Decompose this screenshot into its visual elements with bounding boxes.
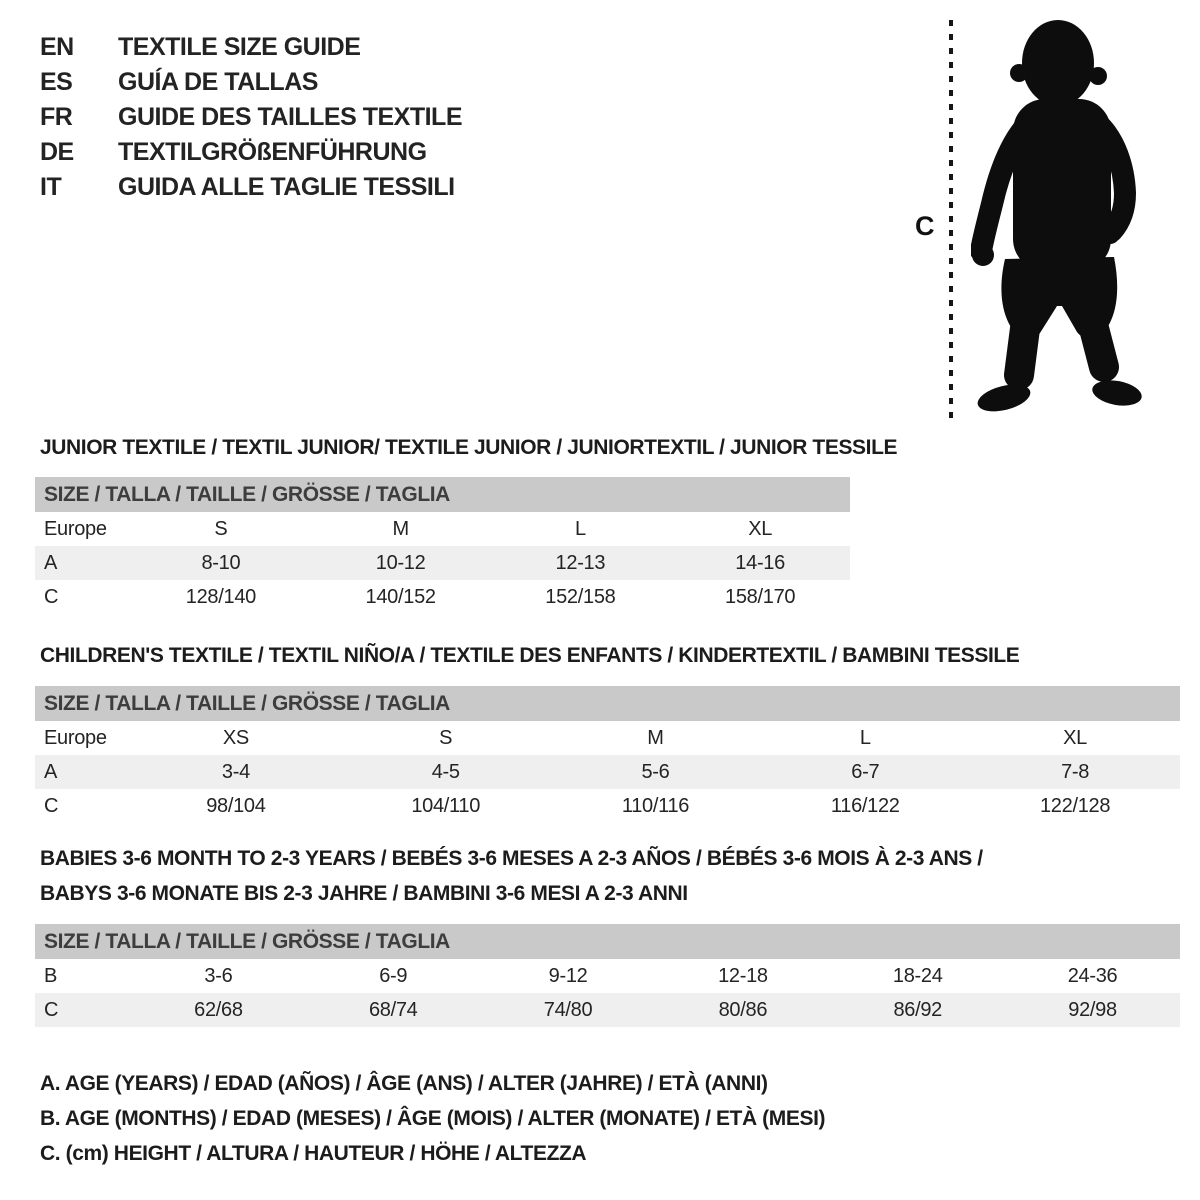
lang-row-de (40, 135, 462, 170)
size-cell: XL (1063, 726, 1088, 749)
size-cell: XL (748, 517, 773, 540)
size-cell: S (214, 517, 228, 540)
height-cell: 122/128 (1039, 794, 1111, 817)
size-cell: L (859, 726, 871, 749)
height-cell: 158/170 (725, 585, 796, 608)
children-size-table (35, 686, 1180, 823)
babies-size-table (35, 924, 1180, 1027)
height-cell: 62/68 (194, 998, 243, 1021)
height-measure-figure (905, 15, 1175, 427)
months-cell: 3-6 (204, 964, 233, 987)
junior-section-title: JUNIOR TEXTILE / TEXTIL JUNIOR/ TEXTILE JUNIOR / JUNIORTEXTIL / JUNIOR TESSILE (40, 436, 898, 459)
height-cell: 128/140 (185, 585, 256, 608)
babies-section-title (40, 841, 983, 911)
months-cell: 6-9 (379, 964, 408, 987)
guide-title-fr: GUIDE DES TAILLES TEXTILE (118, 103, 463, 131)
row-label: A (44, 760, 58, 783)
age-cell: 5-6 (641, 760, 670, 783)
lang-row-fr (40, 100, 462, 135)
age-cell: 4-5 (431, 760, 460, 783)
height-measure-line (949, 20, 953, 418)
guide-title-es: GUÍA DE TALLAS (118, 68, 318, 96)
size-cell: M (392, 517, 409, 540)
lang-code: IT (40, 173, 62, 201)
guide-title-en: TEXTILE SIZE GUIDE (118, 33, 361, 61)
table-row-height (35, 789, 1180, 823)
months-cell: 12-18 (718, 964, 768, 987)
height-cell: 116/122 (830, 794, 900, 817)
lang-code: FR (40, 103, 73, 131)
guide-title-de: TEXTILGRÖßENFÜHRUNG (118, 138, 427, 166)
age-cell: 6-7 (851, 760, 880, 783)
table-row-months (35, 959, 1180, 993)
height-cell: 92/98 (1068, 998, 1117, 1021)
legend-age-months: B. AGE (MONTHS) / EDAD (MESES) / ÂGE (MOIS) / ALTER (MONATE) / ETÀ (MESI) (40, 1106, 826, 1130)
junior-size-table (35, 477, 850, 614)
children-section-title: CHILDREN'S TEXTILE / TEXTIL NIÑO/A / TEXTILE DES ENFANTS / KINDERTEXTIL / BAMBINI TESSILE (40, 644, 1020, 667)
row-label: C (44, 998, 59, 1021)
language-title-block (40, 30, 462, 205)
height-cell: 74/80 (543, 998, 593, 1021)
size-cell: L (574, 517, 586, 540)
lang-code: EN (40, 33, 74, 61)
table-row-age (35, 755, 1180, 789)
babies-title-line2: BABYS 3-6 MONATE BIS 2-3 JAHRE / BAMBINI 3-6 MESI A 2-3 ANNI (40, 882, 688, 905)
age-cell: 10-12 (375, 551, 426, 574)
table-row-height (35, 580, 850, 614)
size-cell: M (647, 726, 664, 749)
months-cell: 18-24 (892, 964, 943, 987)
height-cell: 68/74 (368, 998, 418, 1021)
toddler-silhouette-image (971, 17, 1143, 419)
babies-title-line1: BABIES 3-6 MONTH TO 2-3 YEARS / BEBÉS 3-6 MESES A 2-3 AÑOS / BÉBÉS 3-6 MOIS À 2-3 ANS / (40, 847, 983, 870)
children-size-header: SIZE / TALLA / TAILLE / GRÖSSE / TAGLIA (35, 686, 1180, 721)
table-row-europe (35, 721, 1180, 755)
row-label: C (44, 585, 59, 608)
lang-row-es (40, 65, 462, 100)
row-label: A (44, 551, 58, 574)
age-cell: 8-10 (201, 551, 241, 574)
height-cell: 80/86 (718, 998, 768, 1021)
row-label: B (44, 964, 58, 987)
age-cell: 3-4 (221, 760, 250, 783)
height-cell: 98/104 (206, 794, 266, 817)
babies-size-header: SIZE / TALLA / TAILLE / GRÖSSE / TAGLIA (35, 924, 1180, 959)
lang-code: ES (40, 68, 73, 96)
row-label: Europe (44, 726, 107, 749)
legend-age-years: A. AGE (YEARS) / EDAD (AÑOS) / ÂGE (ANS) / ALTER (JAHRE) / ETÀ (ANNI) (40, 1071, 768, 1095)
row-label: Europe (44, 517, 107, 540)
lang-row-it (40, 170, 462, 205)
height-cell: 86/92 (893, 998, 942, 1021)
height-cell: 104/110 (411, 794, 481, 817)
lang-code: DE (40, 138, 74, 166)
table-row-europe (35, 512, 850, 546)
months-cell: 9-12 (548, 964, 588, 987)
age-cell: 12-13 (555, 551, 606, 574)
months-cell: 24-36 (1067, 964, 1118, 987)
height-cell: 110/116 (621, 794, 690, 817)
lang-row-en (40, 30, 462, 65)
junior-size-header: SIZE / TALLA / TAILLE / GRÖSSE / TAGLIA (35, 477, 850, 512)
legend-height-cm: C. (cm) HEIGHT / ALTURA / HAUTEUR / HÖHE / ALTEZZA (40, 1141, 587, 1165)
size-cell: S (439, 726, 453, 749)
table-row-height (35, 993, 1180, 1027)
age-cell: 14-16 (735, 551, 785, 574)
height-cell: 140/152 (365, 585, 436, 608)
height-cell: 152/158 (545, 585, 616, 608)
measure-legend (40, 1066, 825, 1171)
height-measure-label: C (915, 211, 935, 241)
age-cell: 7-8 (1061, 760, 1090, 783)
table-row-age (35, 546, 850, 580)
guide-title-it: GUIDA ALLE TAGLIE TESSILI (118, 173, 455, 201)
size-cell: XS (222, 726, 249, 749)
row-label: C (44, 794, 59, 817)
